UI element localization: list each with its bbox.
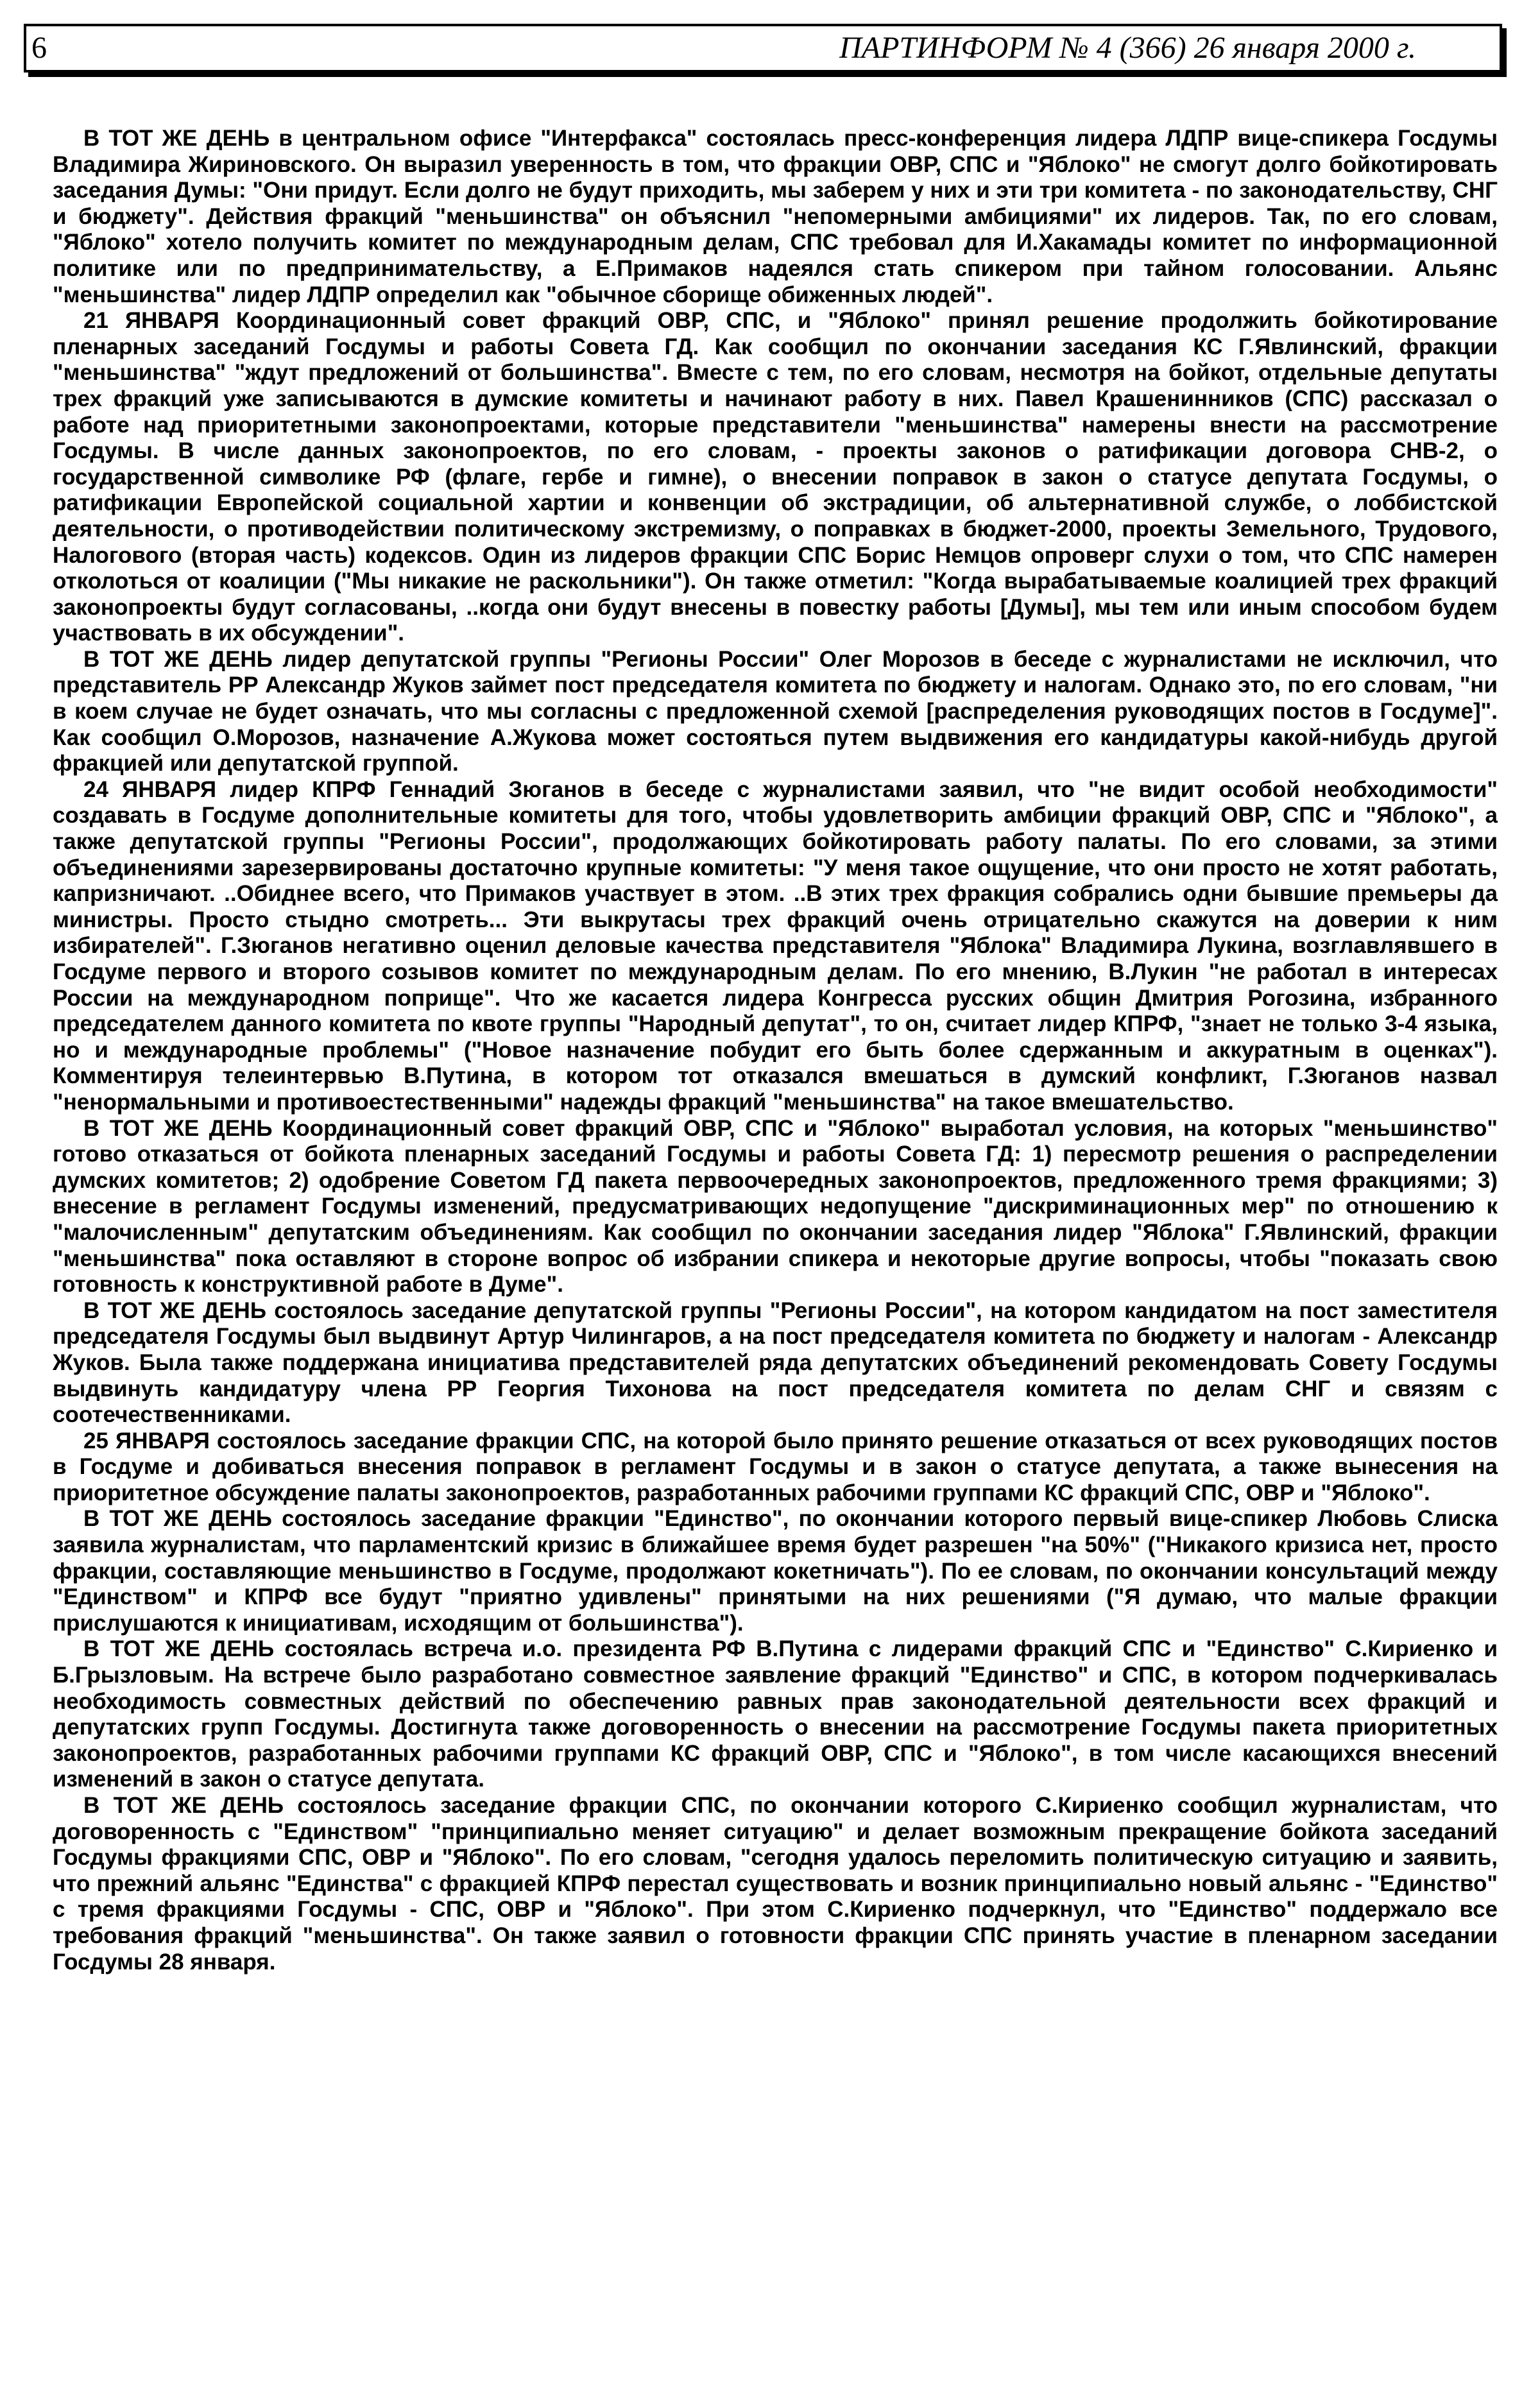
paragraph: [53, 308, 1498, 647]
paragraph: [53, 1428, 1498, 1507]
paragraph-lead: В ТОТ ЖЕ ДЕНЬ: [83, 646, 273, 672]
paragraph-lead: 24 ЯНВАРЯ: [83, 776, 216, 802]
paragraph-text: состоялось заседание фракции СПС, на которой было принято решение отказаться от всех руководящих постов в Госдуме и добиваться внесения поправок в регламент Госдумы и в закон о статусе депутата, а также вынесения на приоритетное обсуждение палаты законопроектов, разработанных рабочими группами КС фракций СПС, ОВР и "Яблоко".: [53, 1428, 1498, 1505]
paragraph-text: состоялось заседание фракции "Единство", по окончании которого первый вице-спикер Любовь Слиска заявила журналистам, что парламентский кризис в ближайшее время будет разрешен "на 50%" ("Никакого кризиса нет, просто фракции, составляющие меньшинство в Госдуме, продолжают кокетничать"). По ее словам, по окончании консультаций между "Единством" и КПРФ все будут "приятно удивлены" принятыми на них решениями ("Я думаю, что малые фракции прислушаются к инициативам, исходящим от большинства").: [53, 1506, 1498, 1636]
paragraph-text: состоялось заседание фракции СПС, по окончании которого С.Кириенко сообщил журналистам, что договоренность с "Единством" "принципиально меняет ситуацию" и делает возможным прекращение бойкота заседаний Госдумы фракциями СПС, ОВР и "Яблоко". По его словам, "сегодня удалось переломить политическую ситуацию и заявить, что прежний альянс "Единства" с фракцией КПРФ перестал существовать и возник принципиально новый альянс - "Единство" с тремя фракциями Госдумы - СПС, ОВР и "Яблоко". При этом С.Кириенко подчеркнул, что "Единство" поддержало все требования фракций "меньшинства". Он также заявил о готовности фракции СПС принять участие в пленарном заседании Госдумы 28 января.: [53, 1793, 1498, 1975]
paragraph: [53, 1298, 1498, 1428]
paragraph-lead: 25 ЯНВАРЯ: [83, 1428, 210, 1453]
paragraph-text: в центральном офисе "Интерфакса" состоялась пресс-конференция лидера ЛДПР вице-спикера Госдумы Владимира Жириновского. Он выразил уверенность в том, что фракции ОВР, СПС и "Яблоко" не смогут долго бойкотировать заседания Думы: "Они придут. Если долго не будут приходить, мы заберем у них и эти три комитета - по законодательству, СНГ и бюджету". Действия фракций "меньшинства" он объяснил "непомерными амбициями" их лидеров. Так, по его словам, "Яблоко" хотело получить комитет по международным делам, СПС требовал для И.Хакамады комитет по информационной политике или по предпринимательству, а Е.Примаков надеялся стать спикером при тайном голосовании. Альянс "меньшинства" лидер ЛДПР определил как "обычное сборище обиженных людей".: [53, 126, 1498, 307]
paragraph-lead: В ТОТ ЖЕ ДЕНЬ: [83, 1793, 284, 1818]
paragraph-lead: В ТОТ ЖЕ ДЕНЬ: [83, 1636, 275, 1662]
paragraph: [53, 1116, 1498, 1298]
paragraph-text: состоялась встреча и.о. президента РФ В.Путина с лидерами фракций СПС и "Единство" С.Кириенко и Б.Грызловым. На встрече было разработано совместное заявление фракций "Единство" и СПС, в котором подчеркивалась необходимость совместных действий по обеспечению равных прав законодательной деятельности всех фракций и депутатских групп Госдумы. Достигнута также договоренность о внесении на рассмотрение Госдумы пакета приоритетных законопроектов, разработанных рабочими группами КС фракций ОВР, СПС и "Яблоко", в том числе касающихся внесений изменений в закон о статусе депутата.: [53, 1636, 1498, 1792]
page-header: [24, 24, 1502, 73]
paragraph: [53, 126, 1498, 308]
paragraph: [53, 647, 1498, 777]
page-number: 6: [31, 31, 47, 65]
paragraph-lead: 21 ЯНВАРЯ: [83, 308, 219, 334]
paragraph-text: лидер депутатской группы "Регионы России" Олег Морозов в беседе с журналистами не исключил, что представитель РР Александр Жуков займет пост председателя комитета по бюджету и налогам. Однако это, по его словам, "ни в коем случае не будет означать, что мы согласны с предложенной схемой [распределения руководящих постов в Госдуме]". Как сообщил О.Морозов, назначение А.Жукова может состояться путем выдвижения его кандидатуры какой-нибудь другой фракцией или депутатской группой.: [53, 646, 1498, 776]
paragraph-text: состоялось заседание депутатской группы "Регионы России", на котором кандидатом на пост заместителя председателя Госдумы был выдвинут Артур Чилингаров, а на пост председателя комитета по бюджету и налогам - Александр Жуков. Была также поддержана инициатива представителей ряда депутатских объединений рекомендовать Совету Госдумы выдвинуть кандидатуру члена РР Георгия Тихонова на пост председателя комитета по делам СНГ и связям с соотечественниками.: [53, 1298, 1498, 1428]
paragraph-lead: В ТОТ ЖЕ ДЕНЬ: [83, 1115, 273, 1141]
paragraph: [53, 1506, 1498, 1636]
paragraph-lead: В ТОТ ЖЕ ДЕНЬ: [83, 1298, 266, 1323]
paragraph: [53, 1793, 1498, 1975]
paragraph: [53, 777, 1498, 1116]
issue-title: ПАРТИНФОРМ № 4 (366) 26 января 2000 г.: [839, 31, 1416, 65]
paragraph-text: Координационный совет фракций ОВР, СПС, и "Яблоко" принял решение продолжить бойкотирование пленарных заседаний Госдумы и работы Совета ГД. Как сообщил по окончании заседания КС Г.Явлинский, фракции "меньшинства" "ждут предложений от большинства". Вместе с тем, по его словам, несмотря на бойкот, отдельные депутаты трех фракций уже записываются в думские комитеты и начинают работу в них. Павел Крашенинников (СПС) рассказал о работе над приоритетными законопроектами, которые представители "меньшинства" намерены внести на рассмотрение Госдумы. В числе данных законопроектов, по его словам, - проекты законов о ратификации договора СНВ-2, о государственной символике РФ (флаге, гербе и гимне), о внесении поправок в закон о статусе депутата Госдумы, о ратификации Европейской социальной хартии и конвенции об экстрадиции, об альтернативной службе, о лоббистской деятельности, о противодействии политическому экстремизму, о поправках в бюджет-2000, проекты Земельного, Трудового, Налогового (вторая часть) кодексов. Один из лидеров фракции СПС Борис Немцов опроверг слухи о том, что СПС намерен отколоться от коалиции ("Мы никакие не раскольники"). Он также отметил: "Когда вырабатываемые коалицией трех фракций законопроекты будут согласованы, ..когда они будут внесены в повестку работы [Думы], мы тем или иным способом будем участвовать в их обсуждении".: [53, 308, 1498, 646]
paragraph-text: лидер КПРФ Геннадий Зюганов в беседе с журналистами заявил, что "не видит особой необходимости" создавать в Госдуме дополнительные комитеты для того, чтобы удовлетворить амбиции фракций ОВР, СПС и "Яблоко", а также депутатской группы "Регионы России", продолжающих бойкотировать работу палаты. По его словами, за этими объединениями зарезервированы достаточно крупные комитеты: "У меня такое ощущение, что они просто не хотят работать, капризничают. ..Обиднее всего, что Примаков участвует в этом. ..В этих трех фракция собрались одни бывшие премьеры да министры. Просто стыдно смотреть... Эти выкрутасы трех фракций очень отрицательно скажутся на доверии к ним избирателей". Г.Зюганов негативно оценил деловые качества представителя "Яблока" Владимира Лукина, возглавлявшего в Госдуме первого и второго созывов комитет по международным делам. По его мнению, В.Лукин "не работал в интересах России на международном поприще". Что же касается лидера Конгресса русских общин Дмитрия Рогозина, избранного председателем данного комитета по квоте группы "Народный депутат", то он, считает лидер КПРФ, "знает не только 3-4 языка, но и международные проблемы" ("Новое назначение побудит его быть более сдержанным и аккуратным в оценках"). Комментируя телеинтервью В.Путина, в котором тот отказался вмешаться в думский конфликт, Г.Зюганов назвал "ненормальными и противоестественными" надежды фракций "меньшинства" на такое вмешательство.: [53, 776, 1498, 1115]
paragraph-lead: В ТОТ ЖЕ ДЕНЬ: [83, 1506, 272, 1532]
paragraph-lead: В ТОТ ЖЕ ДЕНЬ: [83, 126, 270, 151]
paragraph: [53, 1636, 1498, 1793]
article-body: [53, 126, 1498, 1975]
paragraph-text: Координационный совет фракций ОВР, СПС и "Яблоко" выработал условия, на которых "меньшинство" готово отказаться от бойкота пленарных заседаний Госдумы и работы Совета ГД: 1) пересмотр решения о распределении думских комитетов; 2) одобрение Советом ГД пакета первоочередных законопроектов, предложенного тремя фракциями; 3) внесение в регламент Госдумы изменений, предусматривающих недопущение "дискриминационных мер" по отношению к "малочисленным" депутатским объединениям. Как сообщил по окончании заседания лидер "Яблока" Г.Явлинский, фракции "меньшинства" пока оставляют в стороне вопрос об избрании спикера и некоторые другие вопросы, чтобы "показать свою готовность к конструктивной работе в Думе".: [53, 1115, 1498, 1298]
